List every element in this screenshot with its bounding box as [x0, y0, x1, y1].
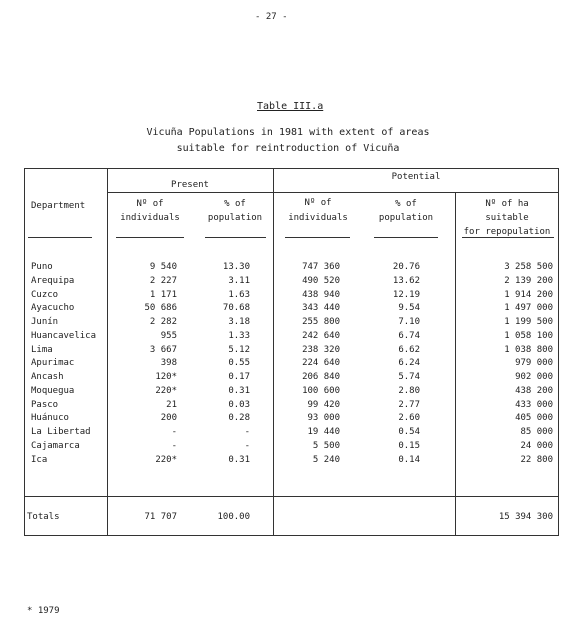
cell-department: Junín [31, 317, 59, 327]
cell-hectares: 902 000 [515, 372, 553, 382]
cell-hectares: 85 000 [520, 427, 553, 437]
cell-potential-population: 2.60 [398, 413, 420, 424]
table-title: Table III.a [257, 101, 324, 112]
department-header: Department [31, 201, 86, 211]
cell-hectares: 1 199 500 [504, 317, 553, 327]
cell-potential-individuals: 242 640 [302, 330, 340, 341]
cell-potential-population: 5.74 [398, 372, 420, 382]
cell-potential-population: 6.74 [398, 330, 420, 341]
cell-department: Puno [31, 262, 53, 272]
cell-potential-population: 6.24 [398, 358, 420, 369]
cell-present-population: 5.12 [228, 344, 250, 355]
cell-present-individuals: 21 [166, 399, 177, 410]
cell-potential-population: 9.54 [398, 303, 420, 314]
cell-present-individuals: - [171, 440, 177, 451]
cell-potential-individuals: 747 360 [302, 262, 340, 272]
cell-hectares: 1 058 100 [504, 330, 553, 341]
cell-potential-individuals: 255 800 [302, 317, 340, 327]
potential-population-header-2: population [378, 213, 434, 223]
cell-present-individuals: 3 667 [149, 344, 177, 355]
cell-department: Huancavelica [31, 330, 97, 341]
cell-present-population: 3.11 [228, 275, 250, 286]
cell-present-individuals: 120* [155, 372, 177, 382]
cell-present-individuals: 955 [160, 330, 177, 341]
cell-potential-individuals: 100 600 [302, 385, 340, 396]
cell-potential-population: 0.54 [398, 427, 420, 437]
cell-present-individuals: 220* [155, 385, 177, 396]
cell-present-individuals: 2 282 [149, 317, 177, 327]
cell-hectares: 405 000 [515, 413, 553, 424]
cell-present-population: - [244, 440, 250, 451]
potential-individuals-header-2: individuals [288, 213, 348, 223]
totals-present-individuals: 71 707 [144, 512, 177, 522]
cell-present-population: 0.55 [228, 358, 250, 369]
totals-label: Totals [27, 512, 60, 522]
potential-header: Potential [391, 172, 441, 182]
cell-present-individuals: 200 [160, 413, 177, 424]
cell-present-population: 0.31 [228, 454, 250, 465]
cell-present-population: 0.28 [228, 413, 250, 424]
hectares-header-3: for repopulation [463, 227, 551, 237]
cell-present-individuals: 398 [160, 358, 177, 369]
cell-potential-individuals: 5 500 [312, 440, 340, 451]
cell-potential-individuals: 5 240 [312, 454, 340, 465]
cell-present-individuals: 9 540 [149, 262, 177, 272]
cell-potential-individuals: 343 440 [302, 303, 340, 314]
page-number: - 27 - [255, 12, 288, 22]
caption-line-1: Vicuña Populations in 1981 with extent of areas [146, 127, 430, 138]
cell-department: Cuzco [31, 289, 59, 300]
cell-potential-individuals: 99 420 [307, 399, 340, 410]
cell-present-population: 3.18 [228, 317, 250, 327]
cell-department: Cajamarca [31, 440, 80, 451]
cell-hectares: 438 200 [515, 385, 553, 396]
cell-hectares: 24 000 [520, 440, 553, 451]
present-individuals-header-1: Nº of [136, 199, 164, 209]
cell-potential-individuals: 438 940 [302, 289, 340, 300]
totals-hectares: 15 394 300 [498, 512, 553, 522]
cell-department: Arequipa [31, 275, 75, 286]
cell-potential-population: 0.14 [398, 454, 420, 465]
cell-present-individuals: 220* [155, 454, 177, 465]
cell-department: Ancash [31, 372, 64, 382]
cell-hectares: 979 000 [515, 358, 553, 369]
cell-hectares: 1 497 000 [504, 303, 553, 314]
totals-present-population: 100.00 [217, 512, 250, 522]
cell-present-population: 1.33 [228, 330, 250, 341]
cell-present-individuals: - [171, 427, 177, 437]
footnote: * 1979 [27, 606, 60, 616]
cell-potential-individuals: 206 840 [302, 372, 340, 382]
cell-potential-individuals: 19 440 [307, 427, 340, 437]
cell-department: Pasco [31, 399, 59, 410]
cell-department: Moquegua [31, 385, 75, 396]
cell-potential-population: 13.62 [392, 275, 420, 286]
cell-hectares: 433 000 [515, 399, 553, 410]
cell-potential-population: 7.10 [398, 317, 420, 327]
cell-potential-population: 0.15 [398, 440, 420, 451]
cell-present-population: 0.31 [228, 385, 250, 396]
cell-present-population: 0.03 [228, 399, 250, 410]
cell-present-individuals: 2 227 [149, 275, 177, 286]
cell-department: Ayacucho [31, 303, 75, 314]
cell-present-population: 0.17 [228, 372, 250, 382]
cell-department: Huánuco [31, 413, 69, 424]
cell-present-population: - [244, 427, 250, 437]
cell-hectares: 2 139 200 [504, 275, 553, 286]
cell-potential-population: 20.76 [392, 262, 420, 272]
hectares-header-1: Nº of ha [485, 199, 529, 209]
cell-potential-individuals: 224 640 [302, 358, 340, 369]
present-header: Present [171, 180, 209, 190]
present-population-header-2: population [207, 213, 263, 223]
cell-hectares: 1 914 200 [504, 289, 553, 300]
cell-hectares: 3 258 500 [504, 262, 553, 272]
cell-present-individuals: 50 686 [144, 303, 177, 314]
present-population-header-1: % of [224, 199, 246, 209]
cell-present-population: 13.30 [222, 262, 250, 272]
caption-line-2: suitable for reintroduction of Vicuña [176, 143, 400, 154]
cell-department: La Libertad [31, 427, 91, 437]
cell-present-population: 70.68 [222, 303, 250, 314]
cell-potential-individuals: 93 000 [307, 413, 340, 424]
cell-department: Ica [31, 454, 48, 465]
hectares-header-2: suitable [485, 213, 529, 223]
cell-hectares: 1 038 800 [504, 344, 553, 355]
cell-hectares: 22 800 [520, 454, 553, 465]
cell-department: Apurimac [31, 358, 75, 369]
cell-potential-population: 6.62 [398, 344, 420, 355]
present-individuals-header-2: individuals [120, 213, 180, 223]
potential-individuals-header-1: Nº of [304, 198, 332, 208]
cell-potential-population: 2.77 [398, 399, 420, 410]
cell-department: Lima [31, 344, 53, 355]
cell-present-individuals: 1 171 [149, 289, 177, 300]
cell-present-population: 1.63 [228, 289, 250, 300]
cell-potential-population: 12.19 [392, 289, 420, 300]
cell-potential-population: 2.80 [398, 385, 420, 396]
cell-potential-individuals: 490 520 [302, 275, 340, 286]
potential-population-header-1: % of [395, 199, 417, 209]
cell-potential-individuals: 238 320 [302, 344, 340, 355]
